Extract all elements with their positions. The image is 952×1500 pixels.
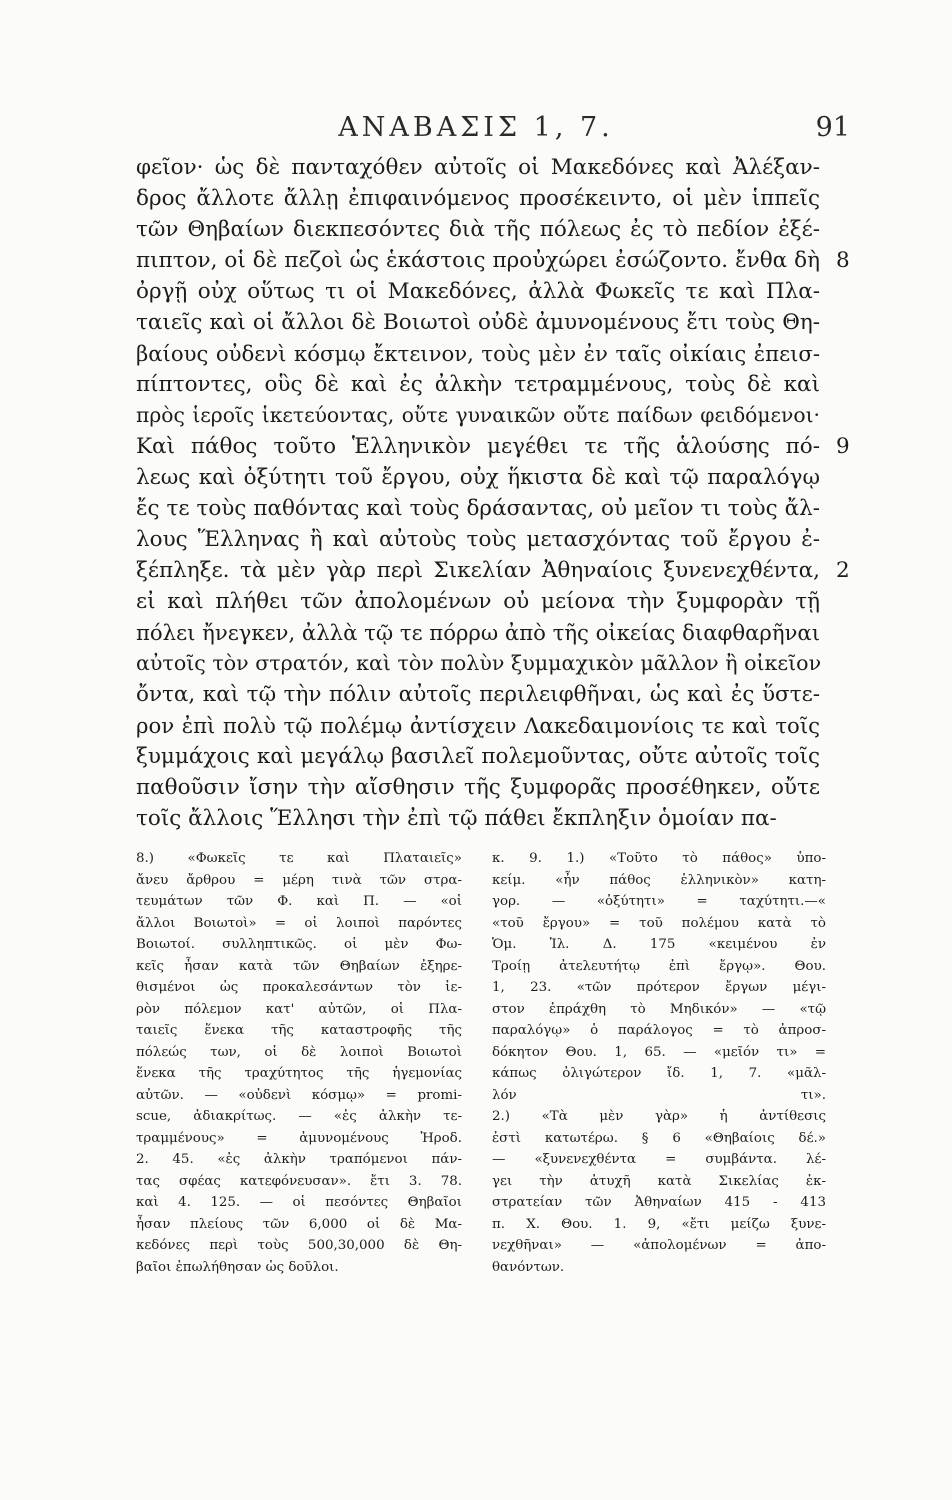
footnote-line: τας σφέας κατεφόνευσαν». ἔτι 3. 78.: [136, 1173, 462, 1189]
text-line: [136, 338, 820, 369]
footnote-line: «τοῦ ἔργου» = τοῦ πολέμου κατὰ τὸ: [492, 915, 826, 931]
section-number: 8: [836, 248, 850, 273]
footnote-line: γορ. — «ὀξύτητι» = ταχύτητι.—«: [492, 894, 826, 909]
text-line-content: πιπτον, οἱ δὲ πεζοὶ ὡς ἑκάστοις προὐχώρει ἐσώζοντο. ἔνθα δὴ: [136, 248, 820, 273]
footnote-line: τευμάτων τῶν Φ. καὶ Π. — «οἱ: [136, 894, 462, 909]
footnote-line: 2. 45. «ἐς ἀλκὴν τραπόμενοι πάν-: [136, 1152, 462, 1167]
footnote-line: 1, 23. «τῶν πρότερον ἔργων μέγι-: [492, 980, 826, 995]
footnote-line: βαῖοι ἐπωλήθησαν ὡς δοῦλοι.: [136, 1259, 339, 1275]
text-line-content: λους Ἕλληνας ἢ καὶ αὐτοὺς τοὺς μετασχόντας τοῦ ἔργου ἐ-: [136, 527, 820, 552]
text-line-content: Καὶ πάθος τοῦτο Ἑλληνικὸν μεγέθει τε τῆς ἁλούσης πό-: [136, 434, 820, 459]
footnote-line: κ. 9. 1.) «Τοῦτο τὸ πάθος» ὑπο-: [492, 851, 826, 866]
running-title: ΑΝΑΒΑΣΙΣ 1, 7.: [338, 112, 614, 143]
text-line-content: πόλει ἤνεγκεν, ἀλλὰ τῷ τε πόρρω ἀπὸ τῆς οἰκείας διαφθαρῆναι: [136, 620, 821, 645]
text-line: [136, 214, 820, 245]
page-number: 91: [815, 112, 850, 143]
footnote-line: αὐτῶν. — «οὐδενὶ κόσμῳ» = promi-: [136, 1087, 462, 1103]
footnote-line: θισμένοι ὡς προκαλεσάντων τὸν ἱε-: [136, 980, 462, 995]
text-line-content: λεως καὶ ὀξύτητι τοῦ ἔργου, οὐχ ἥκιστα δὲ καὶ τῷ παραλόγῳ: [136, 465, 820, 490]
text-line-content: ἔς τε τοὺς παθόντας καὶ τοὺς δράσαντας, οὐ μεῖον τι τοὺς ἄλ-: [136, 496, 820, 521]
text-line: [136, 741, 820, 772]
text-line: [136, 803, 820, 834]
footnote-line: κεῖς ἦσαν κατὰ τῶν Θηβαίων ἐξηρε-: [136, 958, 462, 974]
text-line: [136, 431, 850, 462]
footnote-line: κεδόνες περὶ τοὺς 500,30,000 δὲ Θη-: [136, 1238, 462, 1253]
text-line: [136, 245, 850, 276]
text-line: [136, 524, 820, 555]
text-line-content: βαίους οὐδενὶ κόσμῳ ἔκτεινον, τοὺς μὲν ἐν ταῖς οἰκίαις ἐπεισ-: [136, 341, 820, 366]
footnote-line: θανόντων.: [492, 1259, 565, 1275]
text-line-content: ρον ἐπὶ πολὺ τῷ πολέμῳ ἀντίσχειν Λακεδαιμονίοις τε καὶ τοῖς: [136, 713, 820, 738]
footnote-line: ἐστὶ κατωτέρω. § 6 «Θηβαίοις δέ.»: [492, 1130, 826, 1146]
text-line: [136, 586, 820, 617]
text-line: [136, 710, 820, 741]
main-text: [136, 152, 850, 834]
footnotes: [136, 848, 826, 1338]
footnote-line: ἄλλοι Βοιωτοὶ» = οἱ λοιποὶ παρόντες: [136, 915, 462, 931]
text-line: [136, 369, 820, 400]
footnote-line: 2.) «Τὰ μὲν γὰρ» ἡ ἀντίθεσις: [492, 1109, 826, 1124]
text-line: [136, 772, 820, 803]
footnotes-right-column: [492, 848, 826, 1278]
text-line: [136, 183, 820, 214]
text-line-content: τῶν Θηβαίων διεκπεσόντες διὰ τῆς πόλεως ἐς τὸ πεδίον ἐξέ-: [136, 217, 820, 242]
text-line-content: εἰ καὶ πλήθει τῶν ἀπολομένων οὐ μείονα τὴν ξυμφορὰν τῇ: [136, 589, 820, 614]
text-line-content: αὐτοῖς τὸν στρατόν, καὶ τὸν πολὺν ξυμμαχικὸν μᾶλλον ἢ οἰκεῖον: [136, 651, 822, 675]
footnote-line: π. Χ. Θου. 1. 9, «ἔτι μείζω ξυνε-: [492, 1216, 826, 1232]
footnote-line: κάπως ὀλιγώτερον ἴδ. 1, 7. «μᾶλ-: [492, 1066, 826, 1081]
footnote-line: πόλεώς των, οἱ δὲ λοιποὶ Βοιωτοὶ: [136, 1044, 462, 1060]
footnotes-left-column: [136, 848, 462, 1278]
text-line-content: ὀργῇ οὐχ οὕτως τι οἱ Μακεδόνες, ἀλλὰ Φωκεῖς τε καὶ Πλα-: [136, 279, 820, 304]
footnote-line: παραλόγῳ» ὁ παράλογος = τὸ ἀπροσ-: [492, 1023, 826, 1038]
text-line-content: πρὸς ἱεροῖς ἱκετεύοντας, οὔτε γυναικῶν οὔτε παίδων φειδόμενοι·: [136, 403, 820, 427]
text-line: [136, 679, 820, 710]
footnote-line: στον ἐπράχθη τὸ Μηδικόν» — «τῷ: [492, 1001, 826, 1017]
section-number: 2: [836, 558, 850, 583]
footnote-line: ἄνευ ἄρθρου = μέρη τινὰ τῶν στρα-: [136, 872, 462, 888]
footnote-line: Τροίῃ ἀτελευτήτῳ ἐπὶ ἔργῳ». Θου.: [492, 958, 826, 974]
footnote-line: γει τὴν ἀτυχῆ κατὰ Σικελίας ἐκ-: [492, 1173, 826, 1189]
footnote-line: Ὁμ. Ἰλ. Δ. 175 «κειμένου ἐν: [492, 937, 826, 952]
footnote-line: — «ξυνενεχθέντα = συμβάντα. λέ-: [492, 1152, 826, 1167]
text-line-content: ὄντα, καὶ τῷ τὴν πόλιν αὐτοῖς περιλειφθῆναι, ὡς καὶ ἐς ὕστε-: [136, 682, 820, 707]
footnote-line: καὶ 4. 125. — οἱ πεσόντες Θηβαῖοι: [136, 1195, 462, 1210]
page-header: [0, 108, 952, 148]
text-line: [136, 462, 820, 493]
text-line-content: φεῖον· ὡς δὲ πανταχόθεν αὐτοῖς οἱ Μακεδόνες καὶ Ἀλέξαν-: [136, 155, 820, 180]
footnote-line: scue, ἀδιακρίτως. — «ἐς ἀλκὴν τε-: [136, 1109, 462, 1124]
text-line: [136, 276, 820, 307]
text-line: [136, 400, 820, 431]
text-line: [136, 555, 850, 586]
footnote-line: στρατείαν τῶν Ἀθηναίων 415 - 413: [492, 1195, 826, 1210]
footnote-line: τραμμένους» = ἀμυνομένους Ἡροδ.: [136, 1130, 462, 1146]
text-line-content: δρος ἄλλοτε ἄλλῃ ἐπιφαινόμενος προσέκειντο, οἱ μὲν ἱππεῖς: [136, 186, 820, 211]
text-line-content: τοῖς ἄλλοις Ἕλλησι τὴν ἐπὶ τῷ πάθει ἔκπληξιν ὁμοίαν πα-: [136, 806, 777, 831]
footnote-line: λόν τι».: [492, 1087, 826, 1103]
text-line: [136, 307, 820, 338]
text-line-content: παθοῦσιν ἴσην τὴν αἴσθησιν τῆς ξυμφορᾶς προσέθηκεν, οὔτε: [136, 775, 820, 800]
footnote-line: ἕνεκα τῆς τραχύτητος τῆς ἡγεμονίας: [136, 1066, 462, 1081]
text-line-content: ξέπληξε. τὰ μὲν γὰρ περὶ Σικελίαν Ἀθηναίοις ξυνενεχθέντα,: [136, 558, 820, 583]
footnote-line: δόκητον Θου. 1, 65. — «μεῖόν τι» =: [492, 1044, 826, 1060]
footnote-line: νεχθῆναι» — «ἀπολομένων = ἀπο-: [492, 1238, 826, 1253]
footnote-line: ρὸν πόλεμον κατ' αὐτῶν, οἱ Πλα-: [136, 1001, 462, 1017]
text-line-content: ταιεῖς καὶ οἱ ἄλλοι δὲ Βοιωτοὶ οὐδὲ ἀμυνομένους ἔτι τοὺς Θη-: [136, 310, 820, 335]
text-line: [136, 617, 820, 648]
footnote-line: 8.) «Φωκεῖς τε καὶ Πλαταιεῖς»: [136, 851, 462, 866]
footnote-line: Βοιωτοί. συλληπτικῶς. οἱ μὲν Φω-: [136, 937, 462, 952]
footnote-line: ταιεῖς ἕνεκα τῆς καταστροφῆς τῆς: [136, 1023, 462, 1038]
text-line: [136, 648, 820, 679]
footnote-line: κείμ. «ἦν πάθος ἑλληνικὸν» κατη-: [492, 872, 826, 888]
text-line-content: πίπτοντες, οὓς δὲ καὶ ἐς ἀλκὴν τετραμμένους, τοὺς δὲ καὶ: [136, 372, 820, 397]
text-line: [136, 493, 820, 524]
section-number: 9: [836, 434, 850, 459]
text-line-content: ξυμμάχοις καὶ μεγάλῳ βασιλεῖ πολεμοῦντας, οὔτε αὐτοῖς τοῖς: [136, 744, 820, 769]
footnote-line: ἦσαν πλείους τῶν 6,000 οἱ δὲ Μα-: [136, 1216, 462, 1232]
text-line: [136, 152, 820, 183]
